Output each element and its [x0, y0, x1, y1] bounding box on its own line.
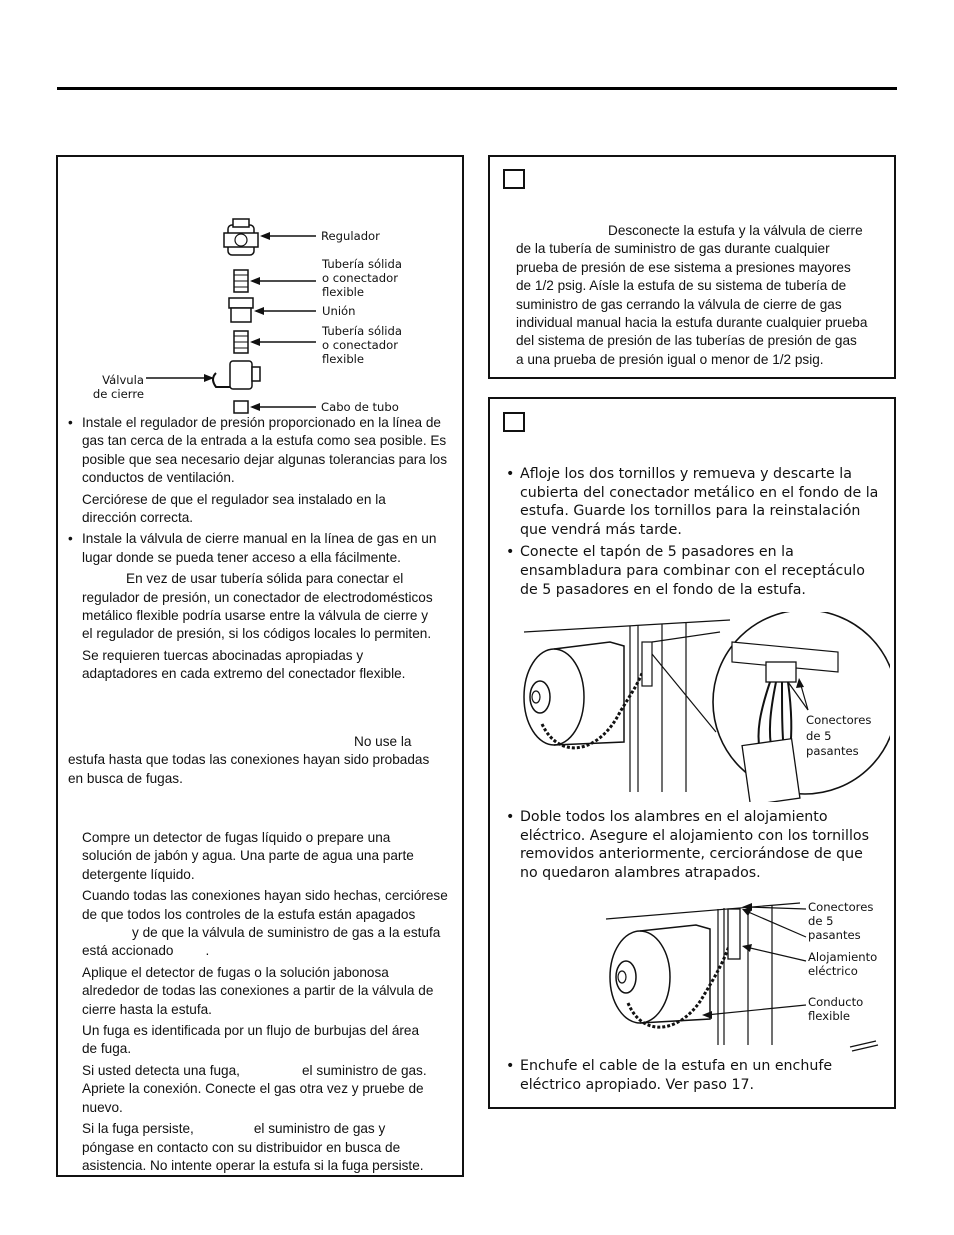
bullet-regulator: • Instale el regulador de presión proporcionado en la línea de gas tan cerca de la entrada a la estufa como sea posible. Es posible que sea necesario dejar algunas tolerancias para los conductos de ventilación. — [82, 414, 454, 488]
bullet-wires: • Doble todos los alambres en el alojamiento eléctrico. Asegure el alojamiento con los tornillos removidos anteriormente, cerciorándose de que no quedaron alambres atrapados. — [520, 808, 890, 882]
label-cabo: Cabo de tubo — [321, 400, 399, 414]
label-union: Unión — [322, 304, 356, 318]
label-tuberia-1: Tubería sólida o conectador flexible — [322, 257, 402, 299]
top-rule — [57, 87, 897, 90]
leak-step-2: Cuando todas las conexiones hayan sido hechas, cerciórese de que todos los controles de la estufa están apagados y de que la válvula de suministro de gas a la estufa está accionado . — [82, 888, 448, 959]
label-valvula: Válvula de cierre — [92, 373, 144, 401]
fig2-housing-label: Alojamiento eléctrico — [808, 950, 878, 978]
fig1-connector-label: Conectores de 5 pasantes — [806, 713, 872, 758]
leak-step-5: Si usted detecta una fuga, el suministro de gas. Apriete la conexión. Conecte el gas otra vez y pruebe de nuevo. — [82, 1062, 427, 1115]
fig2-conduit-label: Conducto flexible — [808, 995, 864, 1023]
leak-step-1: Compre un detector de fugas líquido o prepare una solución de jabón y agua. Una parte de agua una parte detergente líquido. — [82, 830, 414, 882]
label-regulador: Regulador — [321, 229, 380, 243]
label-tuberia-2: Tubería sólida o conectador flexible — [322, 324, 402, 366]
leak-test-text — [82, 829, 454, 1175]
leak-step-6: Si la fuga persiste, el suministro de gas y póngase en contacto con su distribuidor en busca de asistencia. No intente operar la estufa si la fuga persiste. — [82, 1121, 424, 1173]
para-flexible: En vez de usar tubería sólida para conectar el regulador de presión, un conectador de electrodomésticos metálico flexible podría usarse entre la válvula de cierre y el regulador de presión, si los códigos locales lo permiten. — [82, 571, 433, 642]
bullet-valve: • Instale la válvula de cierre manual en la línea de gas en un lugar donde se pueda tener acceso a ella fácilmente. — [82, 530, 454, 567]
bullet-plug: • Conecte el tapón de 5 pasadores en la ensambladura para combinar con el receptáculo de 5 pasadores en el fondo de la estufa. — [520, 543, 890, 599]
fig2-connector-label: Conectores de 5 pasantes — [808, 900, 874, 942]
para-direction: Cerciórese de que el regulador sea instalado en la dirección correcta. — [82, 491, 386, 526]
connector-figure-1 — [520, 612, 890, 802]
bullet-plug-in: • Enchufe el cable de la estufa en un enchufe eléctrico apropiado. Ver paso 17. — [520, 1057, 890, 1094]
left-text — [82, 414, 454, 684]
step-box-top — [503, 169, 525, 189]
step-box-bottom — [503, 412, 525, 432]
para-nuts: Se requieren tuercas abocinadas apropiadas y adaptadores en cada extremo del conectador flexible. — [82, 647, 406, 682]
warning-text: No use la estufa hasta que todas las conexiones hayan sido probadas en busca de fugas. — [68, 734, 430, 786]
pressure-test-text: Desconecte la estufa y la válvula de cierre de la tubería de suministro de gas durante cualquier prueba de presión de ese sistema a presiones mayores de 1/2 psig. Aísle la estufa de su sistema de tubería de suministro de gas cerrando la válvula de cierre de gas individual manual hacia la estufa durante cualquier prueba del sistema de presión de las tuberías de presión de gas a una prueba de presión igual o menor de 1/2 psig. — [516, 223, 868, 367]
leak-step-3: Aplique el detector de fugas o la solución jabonosa alrededor de todas las conexiones a partir de la válvula de cierre hasta la estufa. — [82, 964, 434, 1017]
bullet-cover: • Afloje los dos tornillos y remueva y descarte la cubierta del conectador metálico en el fondo de la estufa. Guarde los tornillos para la reinstalación que vendrá más tarde. • Conecte el tapón de 5 pasadores en la ensambladura para combinar con el receptáculo de 5 pasadores en el fondo de la estufa. — [520, 465, 890, 599]
leak-step-4: Un fuga es identificada por un flujo de burbujas del área de fuga. — [82, 1023, 420, 1057]
